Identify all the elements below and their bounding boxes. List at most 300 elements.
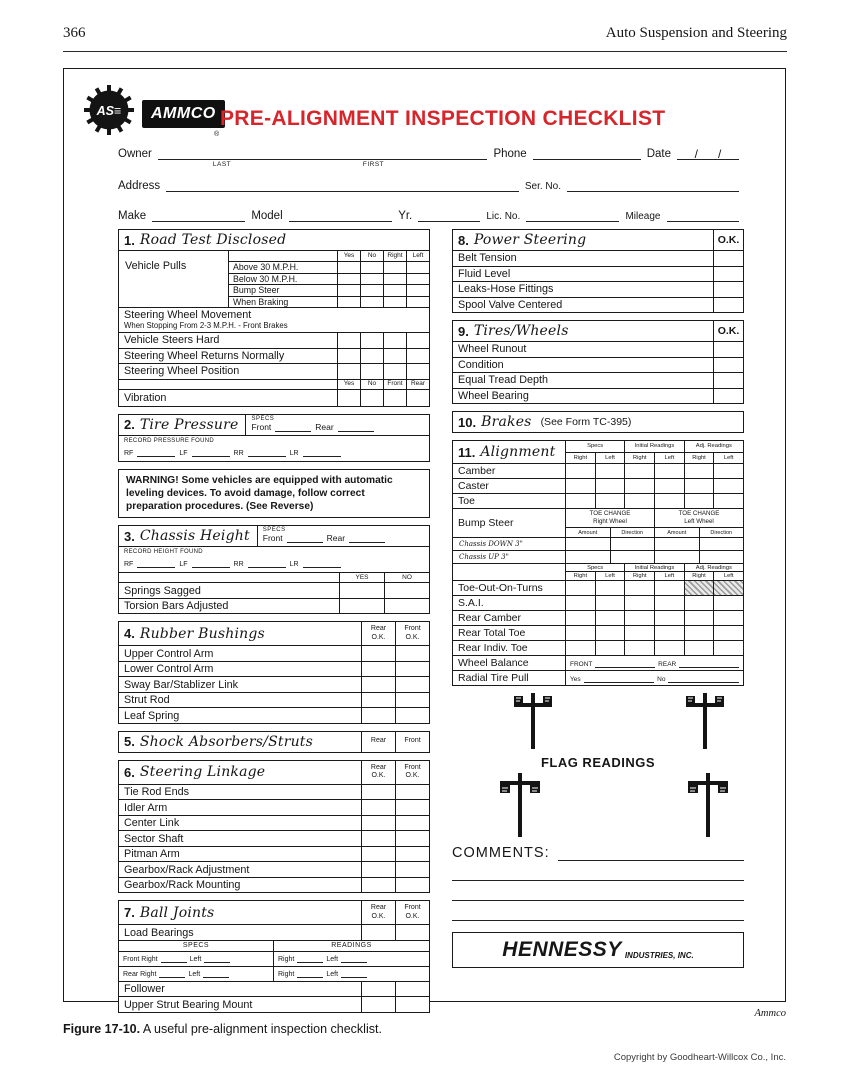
height-record: RECORD HEIGHT FOUND RF LF RR LR — [119, 546, 429, 572]
entry-cell — [610, 538, 655, 550]
check-cell — [713, 282, 743, 297]
blank-line — [303, 448, 341, 457]
linkage-row: Center Link — [119, 815, 429, 831]
group-adj-readings: Adj. Readings — [684, 441, 743, 452]
entry-cell — [595, 479, 625, 493]
check-cell — [406, 262, 429, 273]
rear-label: Rear — [326, 533, 346, 544]
alignment-row: Camber — [453, 463, 743, 478]
check-cell — [361, 982, 395, 997]
image-credit: Ammco — [754, 1008, 786, 1019]
radial-tire-pull-row: Radial Tire Pull Yes No — [453, 670, 743, 685]
entry-cell — [684, 626, 714, 640]
check-cell — [360, 285, 383, 296]
check-cell — [383, 364, 406, 379]
check-cell — [361, 831, 395, 846]
wheel-weight-flag-icon — [512, 693, 554, 749]
warning-box: WARNING! Some vehicles are equipped with automatic leveling devices. To avoid damage, follow correct preparation procedures. (See Reverse) — [118, 469, 430, 519]
entry-cell — [654, 479, 684, 493]
check-cell — [395, 878, 429, 893]
section-rubber-bushings — [118, 621, 430, 724]
check-cell — [713, 251, 743, 266]
bushing-row: Strut Rod — [119, 692, 429, 708]
linkage-row: Gearbox/Rack Adjustment — [119, 861, 429, 877]
entry-cell — [624, 626, 654, 640]
check-cell — [395, 847, 429, 862]
blank-line — [584, 674, 655, 683]
owner-label: Owner — [118, 148, 152, 160]
section-number: 6. — [124, 764, 135, 780]
section-power-steering-header — [453, 230, 743, 250]
section-title: Steering Linkage — [139, 764, 266, 781]
section-ball-joints-header — [119, 901, 429, 924]
specs-box — [245, 415, 429, 435]
first-label: FIRST — [362, 161, 385, 168]
entry-cell — [713, 641, 743, 655]
alignment-row: Rear Camber — [453, 610, 743, 625]
section-chassis-height — [118, 525, 430, 614]
check-cell — [337, 390, 360, 406]
bushing-row: Sway Bar/Stablizer Link — [119, 676, 429, 692]
svg-text:AS≡: AS≡ — [96, 104, 122, 118]
entry-cell — [565, 494, 595, 508]
check-cell — [395, 693, 429, 708]
entry-cell — [624, 581, 654, 595]
entry-cell — [654, 626, 684, 640]
entry-cell — [565, 464, 595, 478]
pull-row: When Braking — [229, 296, 429, 308]
pulls-column-headers — [229, 251, 429, 261]
vibration-column-headers — [119, 379, 429, 389]
blank-line — [275, 423, 311, 432]
entry-cell — [565, 581, 595, 595]
mileage-label: Mileage — [625, 211, 661, 222]
section-title: Tire Pressure — [139, 416, 239, 433]
blank-line — [192, 559, 230, 568]
section-number: 5. — [124, 734, 135, 750]
bump-steer-block — [453, 508, 743, 537]
check-cell — [337, 349, 360, 364]
check-cell — [361, 646, 395, 661]
entry-cell — [684, 464, 714, 478]
hatched-cell — [713, 581, 743, 595]
year-blank-line — [418, 209, 480, 222]
last-label: LAST — [212, 161, 232, 168]
entry-cell — [595, 581, 625, 595]
section-number: 1. — [124, 232, 135, 248]
col-yes: Yes — [337, 380, 360, 389]
make-blank-line — [152, 209, 245, 222]
col-no: No — [360, 251, 383, 261]
check-cell — [337, 297, 360, 308]
toe-change-right-wheel: TOE CHANGE Right Wheel — [589, 509, 631, 525]
check-cell — [395, 997, 429, 1012]
form-title: PRE-ALIGNMENT INSPECTION CHECKLIST — [220, 107, 666, 130]
check-cell — [395, 646, 429, 661]
entry-cell — [565, 538, 610, 550]
owner-row — [118, 147, 739, 168]
alignment-row: Rear Indiv. Toe — [453, 640, 743, 655]
entry-cell — [565, 641, 595, 655]
power-steering-row: Belt Tension — [453, 250, 743, 266]
ball-joint-spec-row: Front Right Left Right Left — [119, 951, 429, 966]
specs-readings-header — [119, 940, 429, 951]
specs-box — [257, 526, 429, 546]
hennessy-logo — [452, 932, 744, 968]
tires-row: Wheel Bearing — [453, 388, 743, 404]
check-cell — [713, 298, 743, 313]
check-cell — [713, 358, 743, 373]
check-cell — [713, 389, 743, 404]
check-cell — [384, 599, 429, 614]
section-alignment — [452, 440, 744, 686]
section-road-test-header — [119, 230, 429, 250]
section-rubber-bushings-header — [119, 622, 429, 645]
alignment-row: Toe-Out-On-Turns — [453, 580, 743, 595]
chassis-row: Springs Sagged — [119, 582, 429, 598]
check-cell — [337, 274, 360, 285]
entry-cell — [654, 494, 684, 508]
linkage-row: Pitman Arm — [119, 846, 429, 862]
section-number: 3. — [124, 528, 135, 544]
check-cell — [360, 297, 383, 308]
linkage-row: Idler Arm — [119, 799, 429, 815]
specs-header: SPECS — [119, 941, 274, 951]
power-steering-row: Leaks-Hose Fittings — [453, 281, 743, 297]
blank-line — [137, 448, 175, 457]
check-cell — [713, 342, 743, 357]
hennessy-sub: INDUSTRIES, INC. — [624, 951, 694, 960]
section-shock-absorbers-header — [119, 732, 429, 752]
bushing-row: Lower Control Arm — [119, 661, 429, 677]
entry-cell — [624, 611, 654, 625]
vehicle-pulls-label: Vehicle Pulls — [119, 251, 229, 307]
section-brakes-header — [453, 412, 743, 432]
check-cell — [360, 274, 383, 285]
blank-line — [248, 559, 286, 568]
chassis-down-row: Chassis DOWN 3" — [453, 537, 743, 550]
vibration-row: Vibration — [119, 389, 429, 406]
specs-label: SPECS — [251, 415, 275, 422]
tires-row: Condition — [453, 357, 743, 373]
check-cell — [395, 677, 429, 692]
entry-cell — [595, 626, 625, 640]
check-cell — [361, 677, 395, 692]
check-cell — [337, 262, 360, 273]
check-cell — [360, 349, 383, 364]
check-cell — [337, 333, 360, 348]
owner-blank-line — [158, 147, 488, 168]
section-steering-linkage-header — [119, 761, 429, 784]
chassis-up-row: Chassis UP 3" — [453, 550, 743, 563]
col-ok: O.K. — [713, 321, 743, 341]
entry-cell — [654, 641, 684, 655]
linkage-row: Sector Shaft — [119, 830, 429, 846]
section-number: 8. — [458, 232, 469, 248]
col-rear: Rear — [361, 732, 395, 752]
col-no: No — [360, 380, 383, 389]
section-number: 7. — [124, 905, 135, 921]
group-initial-readings: Initial Readings — [624, 564, 683, 571]
entry-cell — [713, 464, 743, 478]
power-steering-row: Spool Valve Centered — [453, 297, 743, 313]
check-cell — [395, 831, 429, 846]
check-cell — [361, 997, 395, 1012]
model-label: Model — [251, 210, 283, 222]
section-number: 11. — [458, 444, 476, 460]
front-label: Front — [262, 533, 283, 544]
col-left: Left — [406, 251, 429, 261]
wheel-weight-flag-icon — [684, 693, 726, 749]
entry-cell — [595, 596, 625, 610]
section-ball-joints — [118, 900, 430, 1013]
col-rear-ok: Rear O.K. — [361, 622, 395, 645]
col-front: Front — [383, 380, 406, 389]
pressure-record: RECORD PRESSURE FOUND RF LF RR LR — [119, 435, 429, 461]
alignment-row: Rear Total Toe — [453, 625, 743, 640]
entry-cell — [654, 538, 699, 550]
section-number: 4. — [124, 626, 135, 642]
alignment-row: S.A.I. — [453, 595, 743, 610]
entry-cell — [699, 538, 744, 550]
blank-line — [161, 954, 187, 963]
address-label: Address — [118, 180, 161, 192]
check-cell — [713, 373, 743, 388]
rear-label: Rear — [315, 421, 334, 432]
entry-cell — [595, 611, 625, 625]
blank-line — [137, 559, 175, 568]
brakes-note: (See Form TC-395) — [540, 416, 632, 428]
linkage-row: Gearbox/Rack Mounting — [119, 877, 429, 893]
entry-cell — [654, 596, 684, 610]
entry-cell — [610, 551, 655, 563]
alignment-row: Caster — [453, 478, 743, 493]
check-cell — [384, 583, 429, 598]
group-adj-readings: Adj. Readings — [684, 564, 743, 571]
check-cell — [383, 349, 406, 364]
check-cell — [406, 333, 429, 348]
section-road-test — [118, 229, 430, 407]
col-right: Right — [383, 251, 406, 261]
entry-cell — [713, 494, 743, 508]
check-cell — [383, 285, 406, 296]
road-test-row: Steering Wheel Returns Normally — [119, 348, 429, 364]
hennessy-name: HENNESSY — [502, 938, 622, 961]
group-initial-readings: Initial Readings — [624, 441, 683, 452]
col-amount: Amount — [578, 529, 598, 536]
check-cell — [361, 878, 395, 893]
check-cell — [361, 662, 395, 677]
comments-blank-line — [452, 901, 744, 921]
phone-blank-line — [533, 147, 641, 160]
check-cell — [383, 390, 406, 406]
check-cell — [395, 708, 429, 723]
date-blank-line: / / — [677, 147, 739, 160]
record-label: RECORD HEIGHT FOUND — [124, 549, 203, 556]
flag-readings-label: FLAG READINGS — [540, 755, 656, 770]
pull-row: Below 30 M.P.H. — [229, 273, 429, 285]
check-cell — [361, 785, 395, 800]
section-shock-absorbers — [118, 731, 430, 753]
check-cell — [383, 297, 406, 308]
front-label: Front — [251, 421, 272, 432]
ball-joint-row: Follower — [119, 981, 429, 997]
figure-caption: Figure 17-10. A useful pre-alignment inspection checklist. — [63, 1022, 382, 1036]
section-number: 9. — [458, 323, 469, 339]
record-label: RECORD PRESSURE FOUND — [124, 437, 214, 444]
entry-cell — [565, 626, 595, 640]
section-title: Alignment — [480, 444, 556, 460]
check-cell — [337, 285, 360, 296]
check-cell — [395, 785, 429, 800]
ammco-logo: AMMCO — [142, 100, 225, 128]
check-cell — [713, 267, 743, 282]
alignment-header: 11. Alignment Specs Initial Readings Adj. Readings Right Left Right Left Right Left — [453, 441, 743, 463]
road-test-row: Vehicle Steers Hard — [119, 332, 429, 348]
steering-wheel-movement-row: Steering Wheel Movement When Stopping From 2-3 M.P.H. - Front Brakes — [119, 307, 429, 332]
entry-cell — [624, 494, 654, 508]
check-cell — [406, 274, 429, 285]
entry-cell — [595, 641, 625, 655]
license-label: Lic. No. — [486, 211, 521, 222]
section-title: Brakes — [481, 414, 532, 430]
entry-cell — [713, 626, 743, 640]
col-ok: O.K. — [713, 230, 743, 250]
check-cell — [383, 274, 406, 285]
entry-cell — [624, 479, 654, 493]
bump-steer-label: Bump Steer — [458, 517, 514, 529]
serial-blank-line — [567, 179, 739, 192]
registered-mark: ® — [214, 131, 220, 138]
phone-label: Phone — [493, 148, 527, 160]
comments-row — [452, 845, 744, 861]
entry-cell — [565, 551, 610, 563]
check-cell — [395, 982, 429, 997]
chassis-row: Torsion Bars Adjusted — [119, 598, 429, 614]
blank-line — [341, 969, 367, 978]
section-title: Chassis Height — [139, 528, 250, 545]
section-brakes — [452, 411, 744, 433]
blank-line — [204, 954, 230, 963]
make-row — [118, 209, 739, 222]
entry-cell — [713, 479, 743, 493]
readings-header: READINGS — [331, 942, 372, 950]
check-cell — [406, 390, 429, 406]
check-cell — [360, 333, 383, 348]
check-cell — [406, 297, 429, 308]
blank-line — [668, 674, 739, 683]
blank-line — [595, 659, 655, 668]
alignment-header-2: Specs Initial Readings Adj. Readings Right Left Right Left Right Left — [453, 563, 743, 580]
check-cell — [337, 364, 360, 379]
check-cell — [406, 349, 429, 364]
entry-cell — [624, 464, 654, 478]
entry-cell — [565, 479, 595, 493]
check-cell — [361, 800, 395, 815]
section-power-steering — [452, 229, 744, 313]
entry-cell — [654, 551, 699, 563]
col-direction: Direction — [610, 528, 655, 537]
entry-cell — [684, 494, 714, 508]
blank-line — [159, 969, 185, 978]
col-yes: Yes — [337, 251, 360, 261]
check-cell — [339, 583, 384, 598]
blank-line — [192, 448, 230, 457]
comments-blank-line — [452, 861, 744, 881]
entry-cell — [654, 611, 684, 625]
comments-blank-line — [452, 881, 744, 901]
section-title: Rubber Bushings — [139, 625, 265, 642]
ball-joint-row: Upper Strut Bearing Mount — [119, 996, 429, 1012]
col-front-ok: Front O.K. — [395, 761, 429, 784]
section-tires-wheels-header — [453, 321, 743, 341]
make-label: Make — [118, 210, 147, 222]
entry-cell — [654, 464, 684, 478]
check-cell — [395, 800, 429, 815]
section-title: Power Steering — [473, 232, 587, 248]
col-rear: Rear — [406, 380, 429, 389]
blank-line — [679, 659, 739, 668]
flag-readings-area — [452, 693, 744, 843]
serial-label: Ser. No. — [524, 181, 561, 192]
entry-cell — [684, 611, 714, 625]
check-cell — [406, 285, 429, 296]
page-number: 366 — [63, 25, 86, 41]
section-title: Road Test Disclosed — [139, 232, 287, 248]
check-cell — [361, 708, 395, 723]
entry-cell — [654, 581, 684, 595]
section-tire-pressure — [118, 414, 430, 462]
blank-line — [297, 969, 323, 978]
date-label: Date — [646, 148, 671, 160]
alignment-row: Toe — [453, 493, 743, 508]
entry-cell — [565, 611, 595, 625]
group-specs: Specs — [587, 564, 604, 571]
check-cell — [361, 847, 395, 862]
blank-line — [303, 559, 341, 568]
road-test-row: Steering Wheel Position — [119, 363, 429, 379]
hatched-cell — [684, 581, 714, 595]
group-specs: Specs — [587, 443, 604, 450]
check-cell — [361, 925, 395, 940]
check-cell — [383, 333, 406, 348]
check-cell — [339, 599, 384, 614]
wheel-weight-flag-icon — [686, 773, 730, 837]
blank-line — [203, 969, 229, 978]
col-direction: Direction — [699, 528, 744, 537]
ball-joint-row: Load Bearings — [119, 924, 429, 940]
col-rear-ok: Rear O.K. — [361, 761, 395, 784]
col-front: Front — [395, 732, 429, 752]
address-row — [118, 179, 739, 192]
check-cell — [406, 364, 429, 379]
check-cell — [383, 262, 406, 273]
vehicle-pulls-table — [119, 250, 429, 307]
ase-gear-logo-icon — [84, 85, 134, 135]
blank-line — [349, 534, 385, 543]
blank-line — [287, 534, 323, 543]
linkage-row: Tie Rod Ends — [119, 784, 429, 800]
entry-cell — [595, 464, 625, 478]
tires-row: Wheel Runout — [453, 341, 743, 357]
right-column — [452, 229, 744, 968]
tires-row: Equal Tread Depth — [453, 372, 743, 388]
entry-cell — [699, 551, 744, 563]
checklist-form — [63, 68, 786, 1011]
license-blank-line — [526, 209, 619, 222]
section-number: 10. — [458, 414, 477, 430]
col-front-ok: Front O.K. — [395, 901, 429, 924]
